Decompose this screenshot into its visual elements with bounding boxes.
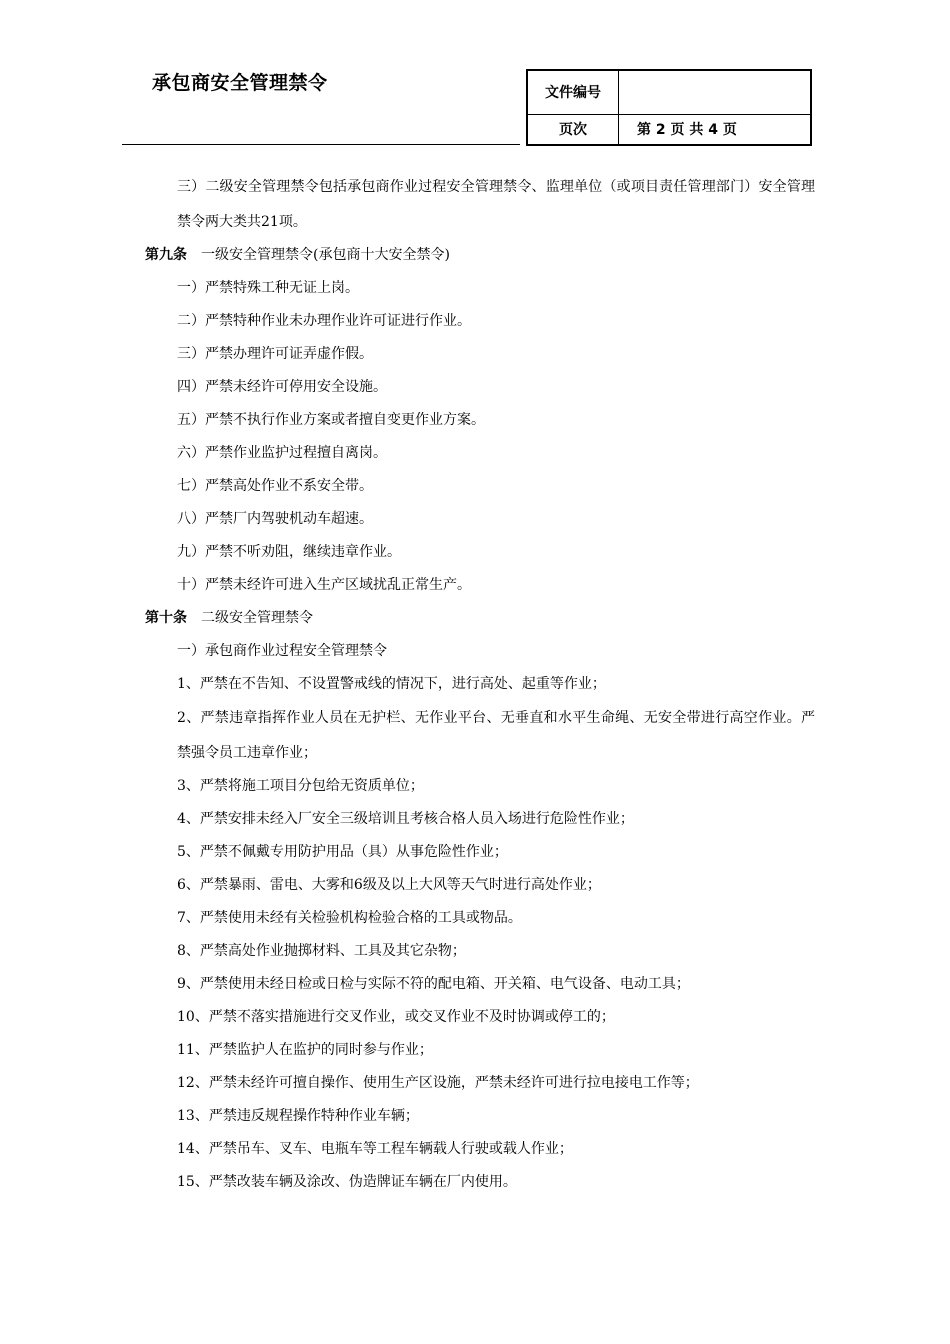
list-item: 五）严禁不执行作业方案或者擅自变更作业方案。	[177, 412, 485, 428]
document-title: 承包商安全管理禁令	[152, 72, 328, 94]
list-item: 3、严禁将施工项目分包给无资质单位；	[177, 778, 424, 794]
list-item: 四）严禁未经许可停用安全设施。	[177, 379, 387, 395]
page-number-value: 第 2 页 共 4 页	[619, 114, 812, 145]
list-item: 三）严禁办理许可证弄虚作假。	[177, 346, 373, 362]
file-number-value	[619, 70, 812, 114]
list-item: 10、严禁不落实措施进行交叉作业，或交叉作业不及时协调或停工的；	[177, 1009, 615, 1025]
list-item: 6、严禁暴雨、雷电、大雾和6级及以上大风等天气时进行高处作业；	[177, 877, 601, 893]
list-item: 12、严禁未经许可擅自操作、使用生产区设施，严禁未经许可进行拉电接电工作等；	[177, 1075, 699, 1091]
list-item: 14、严禁吊车、叉车、电瓶车等工程车辆载人行驶或载人作业；	[177, 1141, 573, 1157]
article-10-number: 第十条	[145, 610, 187, 626]
page-label: 页次	[527, 114, 619, 145]
list-item: 七）严禁高处作业不系安全带。	[177, 478, 373, 494]
list-item: 5、严禁不佩戴专用防护用品（具）从事危险性作业；	[177, 844, 508, 860]
intro-paragraph: 三）二级安全管理禁令包括承包商作业过程安全管理禁令、监理单位（或项目责任管理部门）安全管理禁令两大类共21项。	[177, 179, 815, 230]
article-10-title: 二级安全管理禁令	[201, 610, 313, 626]
list-item: 9、严禁使用未经日检或日检与实际不符的配电箱、开关箱、电气设备、电动工具；	[177, 976, 690, 992]
list-item: 1、严禁在不告知、不设置警戒线的情况下，进行高处、起重等作业；	[177, 676, 606, 692]
list-item: 一）严禁特殊工种无证上岗。	[177, 280, 359, 296]
list-item: 7、严禁使用未经有关检验机构检验合格的工具或物品。	[177, 910, 522, 926]
list-item: 九）严禁不听劝阻，继续违章作业。	[177, 544, 401, 560]
list-item: 十）严禁未经许可进入生产区域扰乱正常生产。	[177, 577, 471, 593]
list-item: 13、严禁违反规程操作特种作业车辆；	[177, 1108, 419, 1124]
article-9-number: 第九条	[145, 247, 187, 263]
list-item: 11、严禁监护人在监护的同时参与作业；	[177, 1042, 433, 1058]
list-item: 2、严禁违章指挥作业人员在无护栏、无作业平台、无垂直和水平生命绳、无安全带进行高空作业。严禁强令员工违章作业；	[177, 710, 815, 761]
document-info-table	[526, 69, 812, 146]
article-9-heading	[145, 239, 815, 272]
list-item: 8、严禁高处作业抛掷材料、工具及其它杂物；	[177, 943, 466, 959]
document-body	[145, 170, 815, 1199]
list-item: 15、严禁改装车辆及涂改、伪造牌证车辆在厂内使用。	[177, 1174, 517, 1190]
list-item: 六）严禁作业监护过程擅自离岗。	[177, 445, 387, 461]
list-item: 八）严禁厂内驾驶机动车超速。	[177, 511, 373, 527]
article-10-heading	[145, 602, 815, 635]
list-item: 4、严禁安排未经入厂安全三级培训且考核合格人员入场进行危险性作业；	[177, 811, 634, 827]
article-9-title: 一级安全管理禁令(承包商十大安全禁令)	[201, 247, 450, 263]
list-item: 二）严禁特种作业未办理作业许可证进行作业。	[177, 313, 471, 329]
file-number-label: 文件编号	[527, 70, 619, 114]
article-10-subheading: 一）承包商作业过程安全管理禁令	[177, 643, 387, 659]
header-divider	[122, 144, 520, 145]
